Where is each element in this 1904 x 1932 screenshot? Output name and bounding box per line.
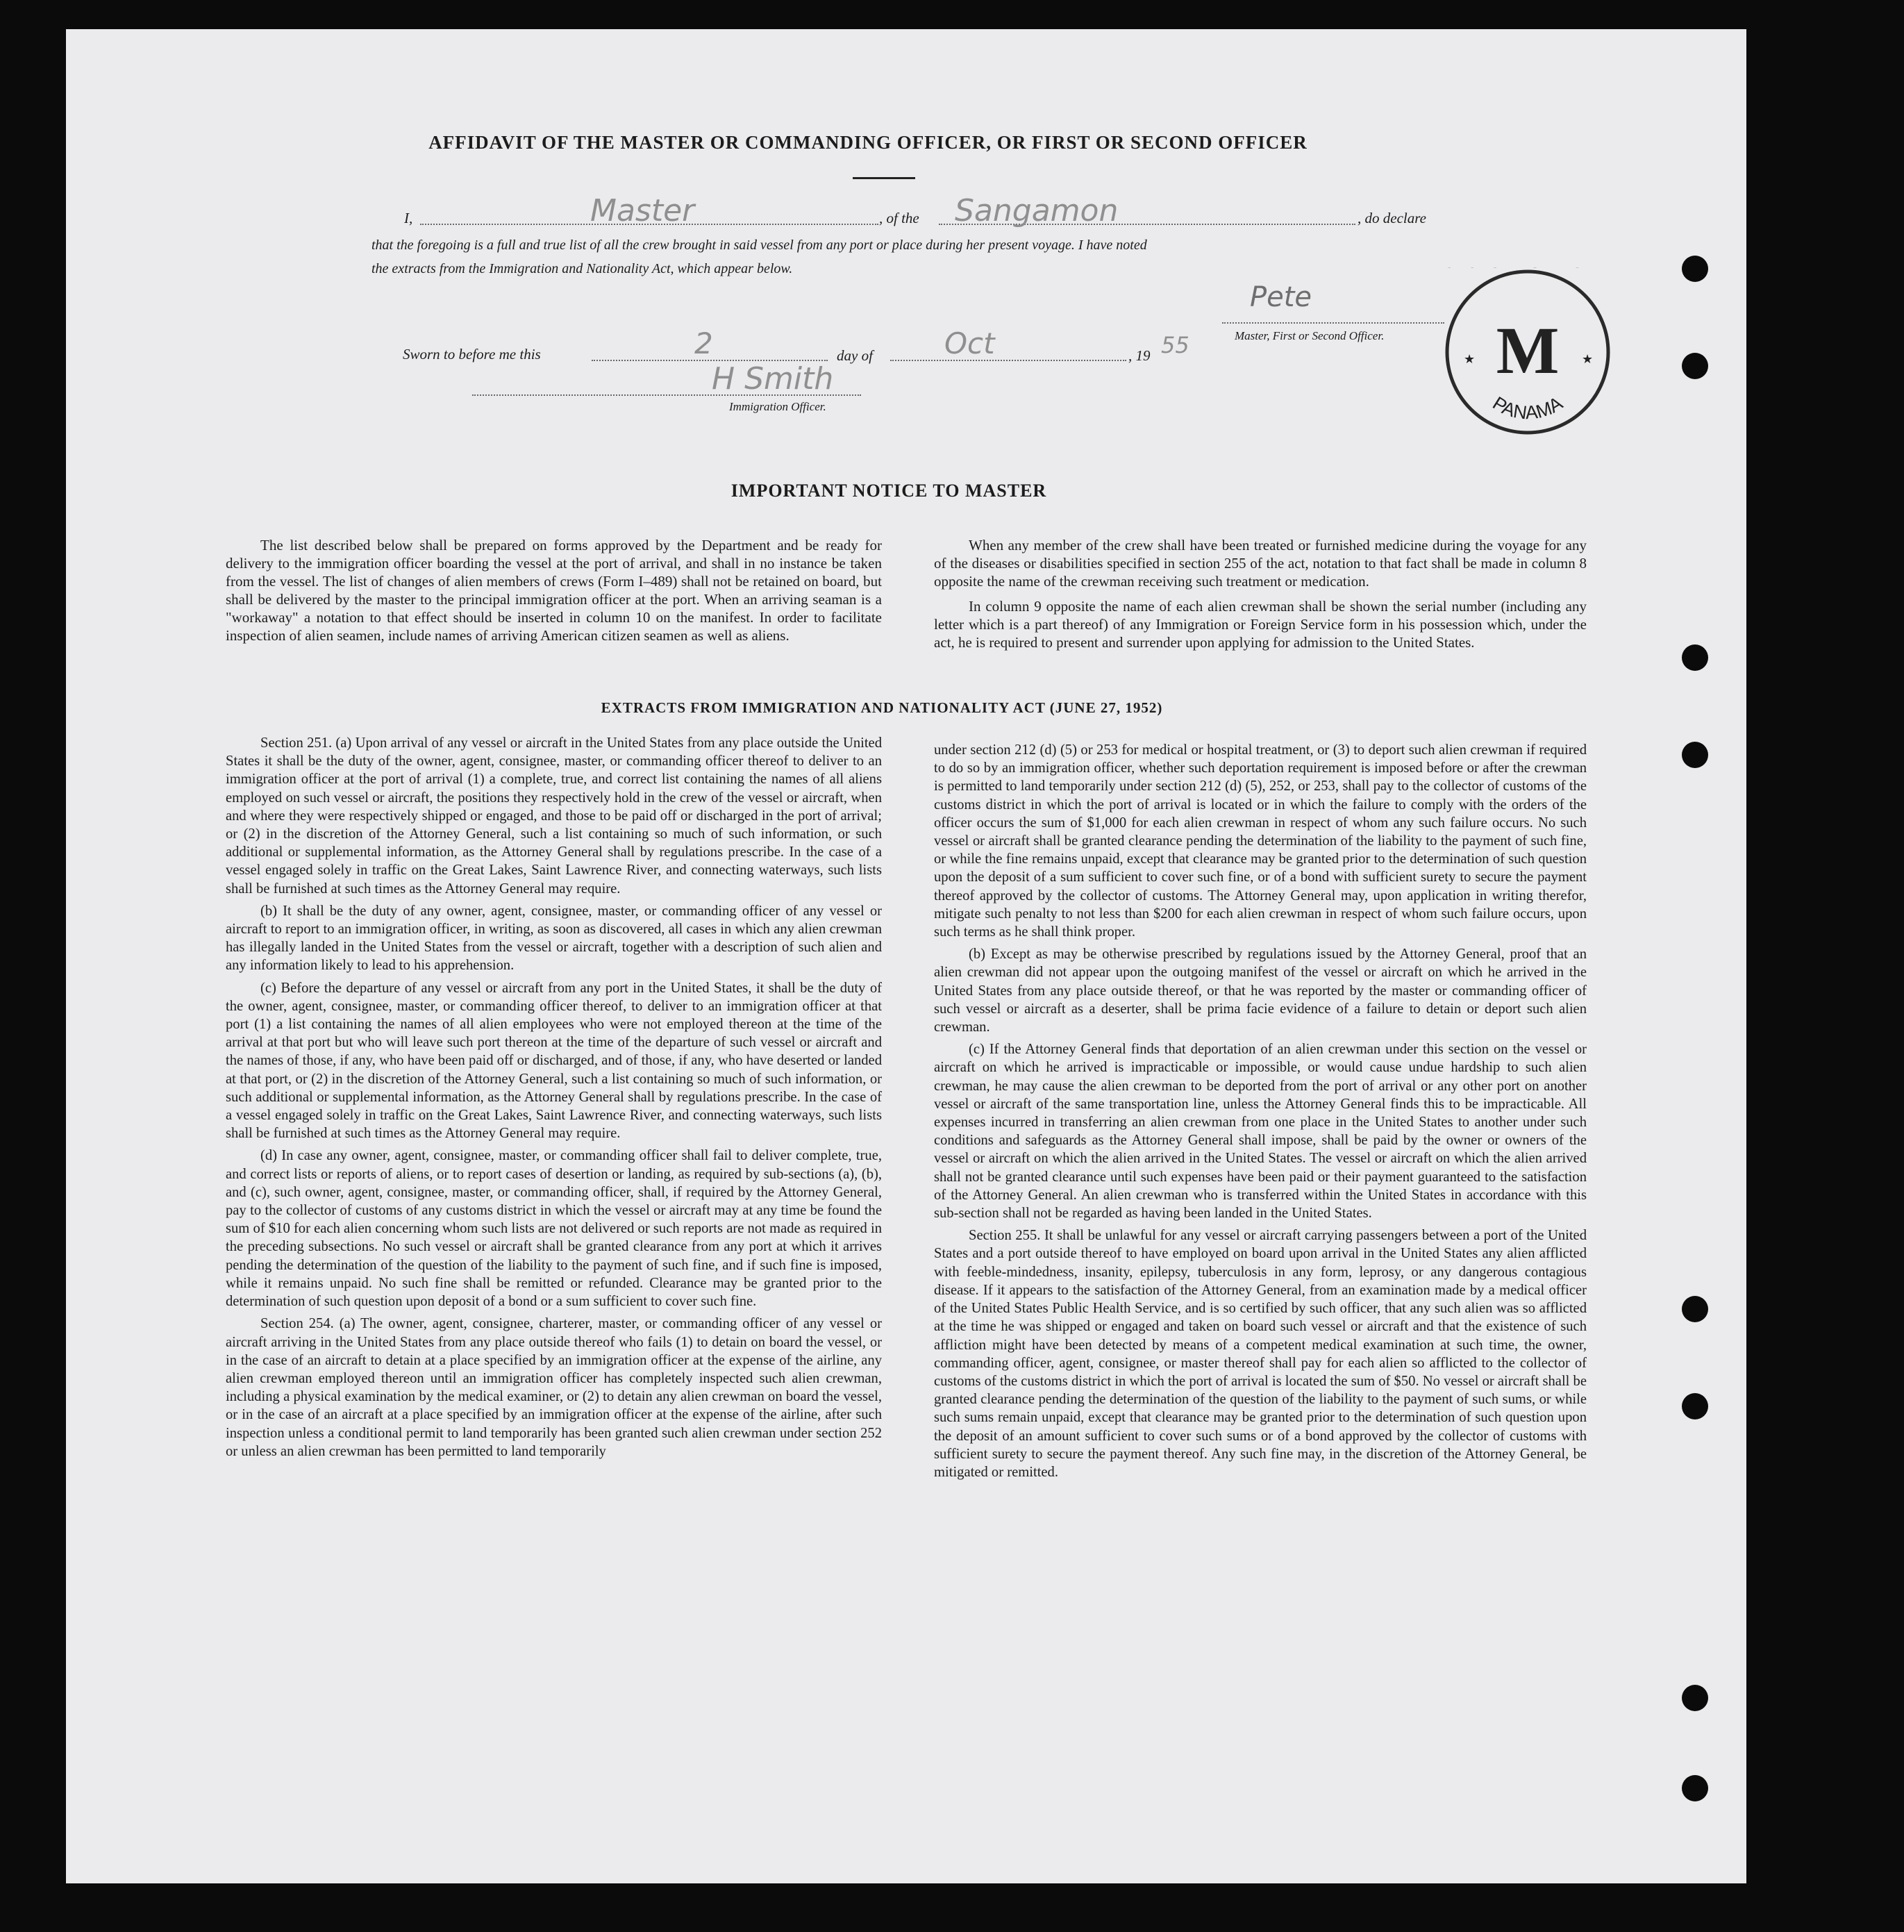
notice-right-paragraph-2: In column 9 opposite the name of each alien crewman shall be shown the serial number (including any letter which is a part thereof) of any Immigration or Foreign Service form in his possession which, under the act, he is required to present and surrender upon applying for admission to the United States. xyxy=(934,598,1587,651)
stamp-top-text xyxy=(1443,267,1598,272)
binder-hole xyxy=(1682,1393,1708,1419)
binder-hole xyxy=(1682,742,1708,768)
extracts-title: EXTRACTS FROM IMMIGRATION AND NATIONALITY ACT (JUNE 27, 1952) xyxy=(601,699,1163,716)
stamp-bottom-text: PANAMA xyxy=(1489,392,1567,424)
notice-left-paragraph: The list described below shall be prepared on forms approved by the Department and be ready for delivery to the immigration officer boarding the vessel at the port of arrival, and shall in no instance be taken from the vessel. The list of changes of alien members of crews (Form I–489) shall not be retained on board, but shall be delivered by the master to the principal immigration officer at the port. When an arriving seaman is a "workaway" a notation to that effect should be inserted in column 10 on the manifest. In order to facilitate inspection of alien seamen, include names of arriving American citizen seamen as well as aliens. xyxy=(226,537,882,644)
title-rule xyxy=(853,177,915,179)
officer-label: Master, First or Second Officer. xyxy=(1235,329,1385,342)
immigration-officer-signature: H Smith xyxy=(712,361,834,397)
section-254-a: Section 254. (a) The owner, agent, consignee, charterer, master, or commanding officer of any vessel or aircraft arriving in the United States from any place outside thereof who fails (1) to detain on board the vessel, or in the case of an aircraft to detain at a place specified by an immigration officer at the expense of the airline, any alien crewman employed thereon until an immigration officer has completely inspected such alien crewman, including a physical examination by the medical examiner, or (2) to detain any alien crewman on board the vessel, or in the case of an aircraft at a place specified by an immigration officer at the expense of the airline, after such inspection unless a conditional permit to land temporarily has been granted such alien crewman under section 252 or unless an alien crewman has been permitted to land temporarily xyxy=(226,1316,882,1459)
section-254-c: (c) If the Attorney General finds that deportation of an alien crewman under this section on the vessel or aircraft on which he arrived is impracticable or impossible, or would cause undue hardship to such alien crewman, he may cause the alien crewman to be deported from the port of arrival or any other port on another vessel or aircraft of the same transportation line, unless the Attorney General finds this to be impracticable. All expenses incurred in transferring an alien crewman from one place in the United States to another under such conditions and safeguards as the Attorney General shall impose, shall be paid by the owner or owners of the vessel or aircraft on which the alien arrived in the United States. The vessel or aircraft on which the alien arrived shall not be granted clearance until such expenses have been paid or their payment guaranteed to the satisfaction of the Attorney General. An alien crewman who is transferred within the United States in accordance with this sub-section shall not be regarded as having been landed in the United States. xyxy=(934,1042,1587,1222)
notice-right-column xyxy=(934,536,1587,656)
officer-signature: Pete xyxy=(1250,281,1312,313)
binder-hole xyxy=(1682,256,1708,282)
stamp-center-letter: M xyxy=(1496,313,1560,388)
binder-hole xyxy=(1682,353,1708,379)
year-prefix: , 19 xyxy=(1128,347,1151,364)
immigration-officer-label: Immigration Officer. xyxy=(729,400,826,413)
sworn-label: Sworn to before me this xyxy=(403,346,541,363)
do-declare-label: , do declare xyxy=(1358,210,1426,226)
section-251-c: (c) Before the departure of any vessel or aircraft from any port in the United States, it shall be the duty of the owner, agent, consignee, master, or commanding officer thereof, to deliver to an immigration officer at that port (1) a list containing the names of all alien employees who were not employed thereon at the time of the arrival at that port but who will leave such port thereon at the time of the departure of such vessel or aircraft and the names of those, if any, who have been paid off or discharged, and of those, if any, who have deserted or landed at that port, or (2) in the discretion of the Attorney General, such a list containing so much of such information, or such additional or supplemental information, as the Attorney General shall by regulations prescribe. In the case of a vessel engaged solely in traffic on the Great Lakes, Saint Lawrence River, and connecting waterways, such lists shall be furnished at such times as the Attorney General may require. xyxy=(226,980,882,1142)
star-icon: ★ xyxy=(1464,352,1476,367)
section-254-b: (b) Except as may be otherwise prescribed by regulations issued by the Attorney General, proof that an alien crewman did not appear upon the outgoing manifest of the vessel or aircraft on which he arrived in the United States from any place outside thereof, or that he was reported by the master or commanding officer of such vessel or aircraft as a deserter, shall be prima facie evidence of a failure to detain or deport such alien crewman. xyxy=(934,947,1587,1035)
immigration-officer-line xyxy=(472,394,861,396)
vessel-name-value: Sangamon xyxy=(955,193,1119,228)
binder-hole xyxy=(1682,1685,1708,1711)
section-251-a: Section 251. (a) Upon arrival of any vessel or aircraft in the United States from any place outside the United States it shall be the duty of the owner, agent, consignee, master, or commanding officer thereof to deliver to an immigration officer at the port of arrival (1) a complete, true, and correct list containing the names of all aliens employed on such vessel or aircraft, the positions they respectively hold in the crew of the vessel or aircraft, when and where they were respectively shipped or engaged, and those to be paid off or discharged in the port of arrival; or (2) in the discretion of the Attorney General, such a list containing so much of such information, or such additional or supplemental information, as the Attorney General shall by regulations prescribe. In the case of a vessel engaged solely in traffic on the Great Lakes, Saint Lawrence River, and connecting waterways, such lists shall be furnished at such times as the Attorney General may require. xyxy=(226,735,882,897)
affidavit-title: AFFIDAVIT OF THE MASTER OR COMMANDING OFFICER, OR FIRST OR SECOND OFFICER xyxy=(428,132,1308,153)
of-the-label: , of the xyxy=(879,210,919,226)
year-value: 55 xyxy=(1161,332,1189,358)
binder-hole xyxy=(1682,1775,1708,1801)
day-value: 2 xyxy=(694,326,713,360)
notice-left-column xyxy=(226,536,882,649)
star-icon: ★ xyxy=(1582,352,1594,367)
month-field[interactable] xyxy=(890,360,1126,361)
vessel-stamp xyxy=(1443,267,1613,438)
extracts-right-column xyxy=(934,741,1587,1485)
declaration-line-2: the extracts from the Immigration and Nationality Act, which appear below. xyxy=(371,261,793,276)
i-label: I, xyxy=(404,210,413,226)
section-255: Section 255. It shall be unlawful for any vessel or aircraft carrying passengers between a port of the United States and a port outside thereof to have employed on board upon arrival in the United States any alien afflicted with feeble-mindedness, insanity, epilepsy, tuberculosis in any form, leprosy, or any dangerous contagious disease. If it appears to the satisfaction of the Attorney General, from an examination made by a medical officer of the United States Public Health Service, and is so certified by such officer, that any such alien was so afflicted at the time he was shipped or engaged and taken on board such vessel or aircraft and that the existence of such affliction might have been detected by means of a competent medical examination at such time, the owner, commanding officer, agent, consignee, or master thereof shall pay for each alien so afflicted to the collector of customs of the customs district in which the port of arrival is located the sum of $50. No vessel or aircraft shall be granted clearance pending the determination of the question of the liability to the payment of such sums, or while such sums remain unpaid, except that clearance may be granted prior to the determination of such question upon the deposit of an amount sufficient to cover such sums or of a bond approved by the collector of customs with sufficient surety to secure the payment thereof. Any such fine may, in the discretion of the Attorney General, be mitigated or remitted. xyxy=(934,1228,1587,1480)
declaration-line-1: that the foregoing is a full and true list of all the crew brought in said vessel from any port or place during her present voyage. I have noted xyxy=(371,238,1147,253)
month-value: Oct xyxy=(944,326,995,360)
section-254-a-continued: under section 212 (d) (5) or 253 for medical or hospital treatment, or (3) to deport such alien crewman if required to do so by an immigration officer, whether such deportation requirement is imposed before or after the crewman is permitted to land temporarily under section 212 (d) (5), 252, or 253, shall pay to the collector of customs of the customs district in which the port of arrival is located or in which the failure to comply with the orders of the officer occurs the sum of $1,000 for each alien crewman in respect of whom any such failure occurs. No such vessel or aircraft shall be granted clearance pending the determination of the liability to the payment of such fine, or while the fine remains unpaid, except that clearance may be granted prior to the determination of such question upon the deposit of a sum sufficient to cover such fine, or of a bond with sufficient surety to secure the payment thereof approved by the collector of customs. The Attorney General may, upon application in writing therefor, mitigate such penalty to not less than $200 for each alien crewman in respect of whom such failure occurs, upon such terms as he shall think proper. xyxy=(934,742,1587,940)
officer-signature-line xyxy=(1222,322,1444,324)
notice-right-paragraph-1: When any member of the crew shall have been treated or furnished medicine during the voyage for any of the diseases or disabilities specified in section 255 of the act, notation to that fact shall be made in column 8 opposite the name of the crewman receiving such treatment or medication. xyxy=(934,537,1587,590)
binder-hole xyxy=(1682,644,1708,671)
day-of-label: day of xyxy=(837,347,873,364)
section-251-d: (d) In case any owner, agent, consignee, master, or commanding officer shall fail to deliver complete, true, and correct lists or reports of aliens, or to report cases of desertion or landing, as required by sub-sections (a), (b), and (c), such owner, agent, consignee, master, or commanding officer, shall, if required by the Attorney General, pay to the collector of customs of any customs district in which the vessel or aircraft may at any time be found the sum of $10 for each alien concerning whom such lists are not delivered or such reports are not made as required in the preceding subsections. No such vessel or aircraft shall be granted clearance from any port at which it arrives pending the determination of the question of the liability to the payment of such fine, and if such fine is imposed, while it remains unpaid. No such fine shall be remitted or refunded. Clearance may be granted prior to the determination of such question upon deposit of a bond or a sum sufficient to cover such fine. xyxy=(226,1148,882,1310)
extracts-left-column xyxy=(226,734,882,1465)
master-name-value: Master xyxy=(590,193,695,228)
section-251-b: (b) It shall be the duty of any owner, agent, consignee, master, or commanding officer of any vessel or aircraft to report to an immigration officer, in writing, as soon as discovered, all cases in which any alien crewman has illegally landed in the United States from the vessel or aircraft, together with a description of such alien and any information likely to lead to his apprehension. xyxy=(226,903,882,974)
notice-title: IMPORTANT NOTICE TO MASTER xyxy=(730,481,1047,501)
binder-hole xyxy=(1682,1296,1708,1322)
